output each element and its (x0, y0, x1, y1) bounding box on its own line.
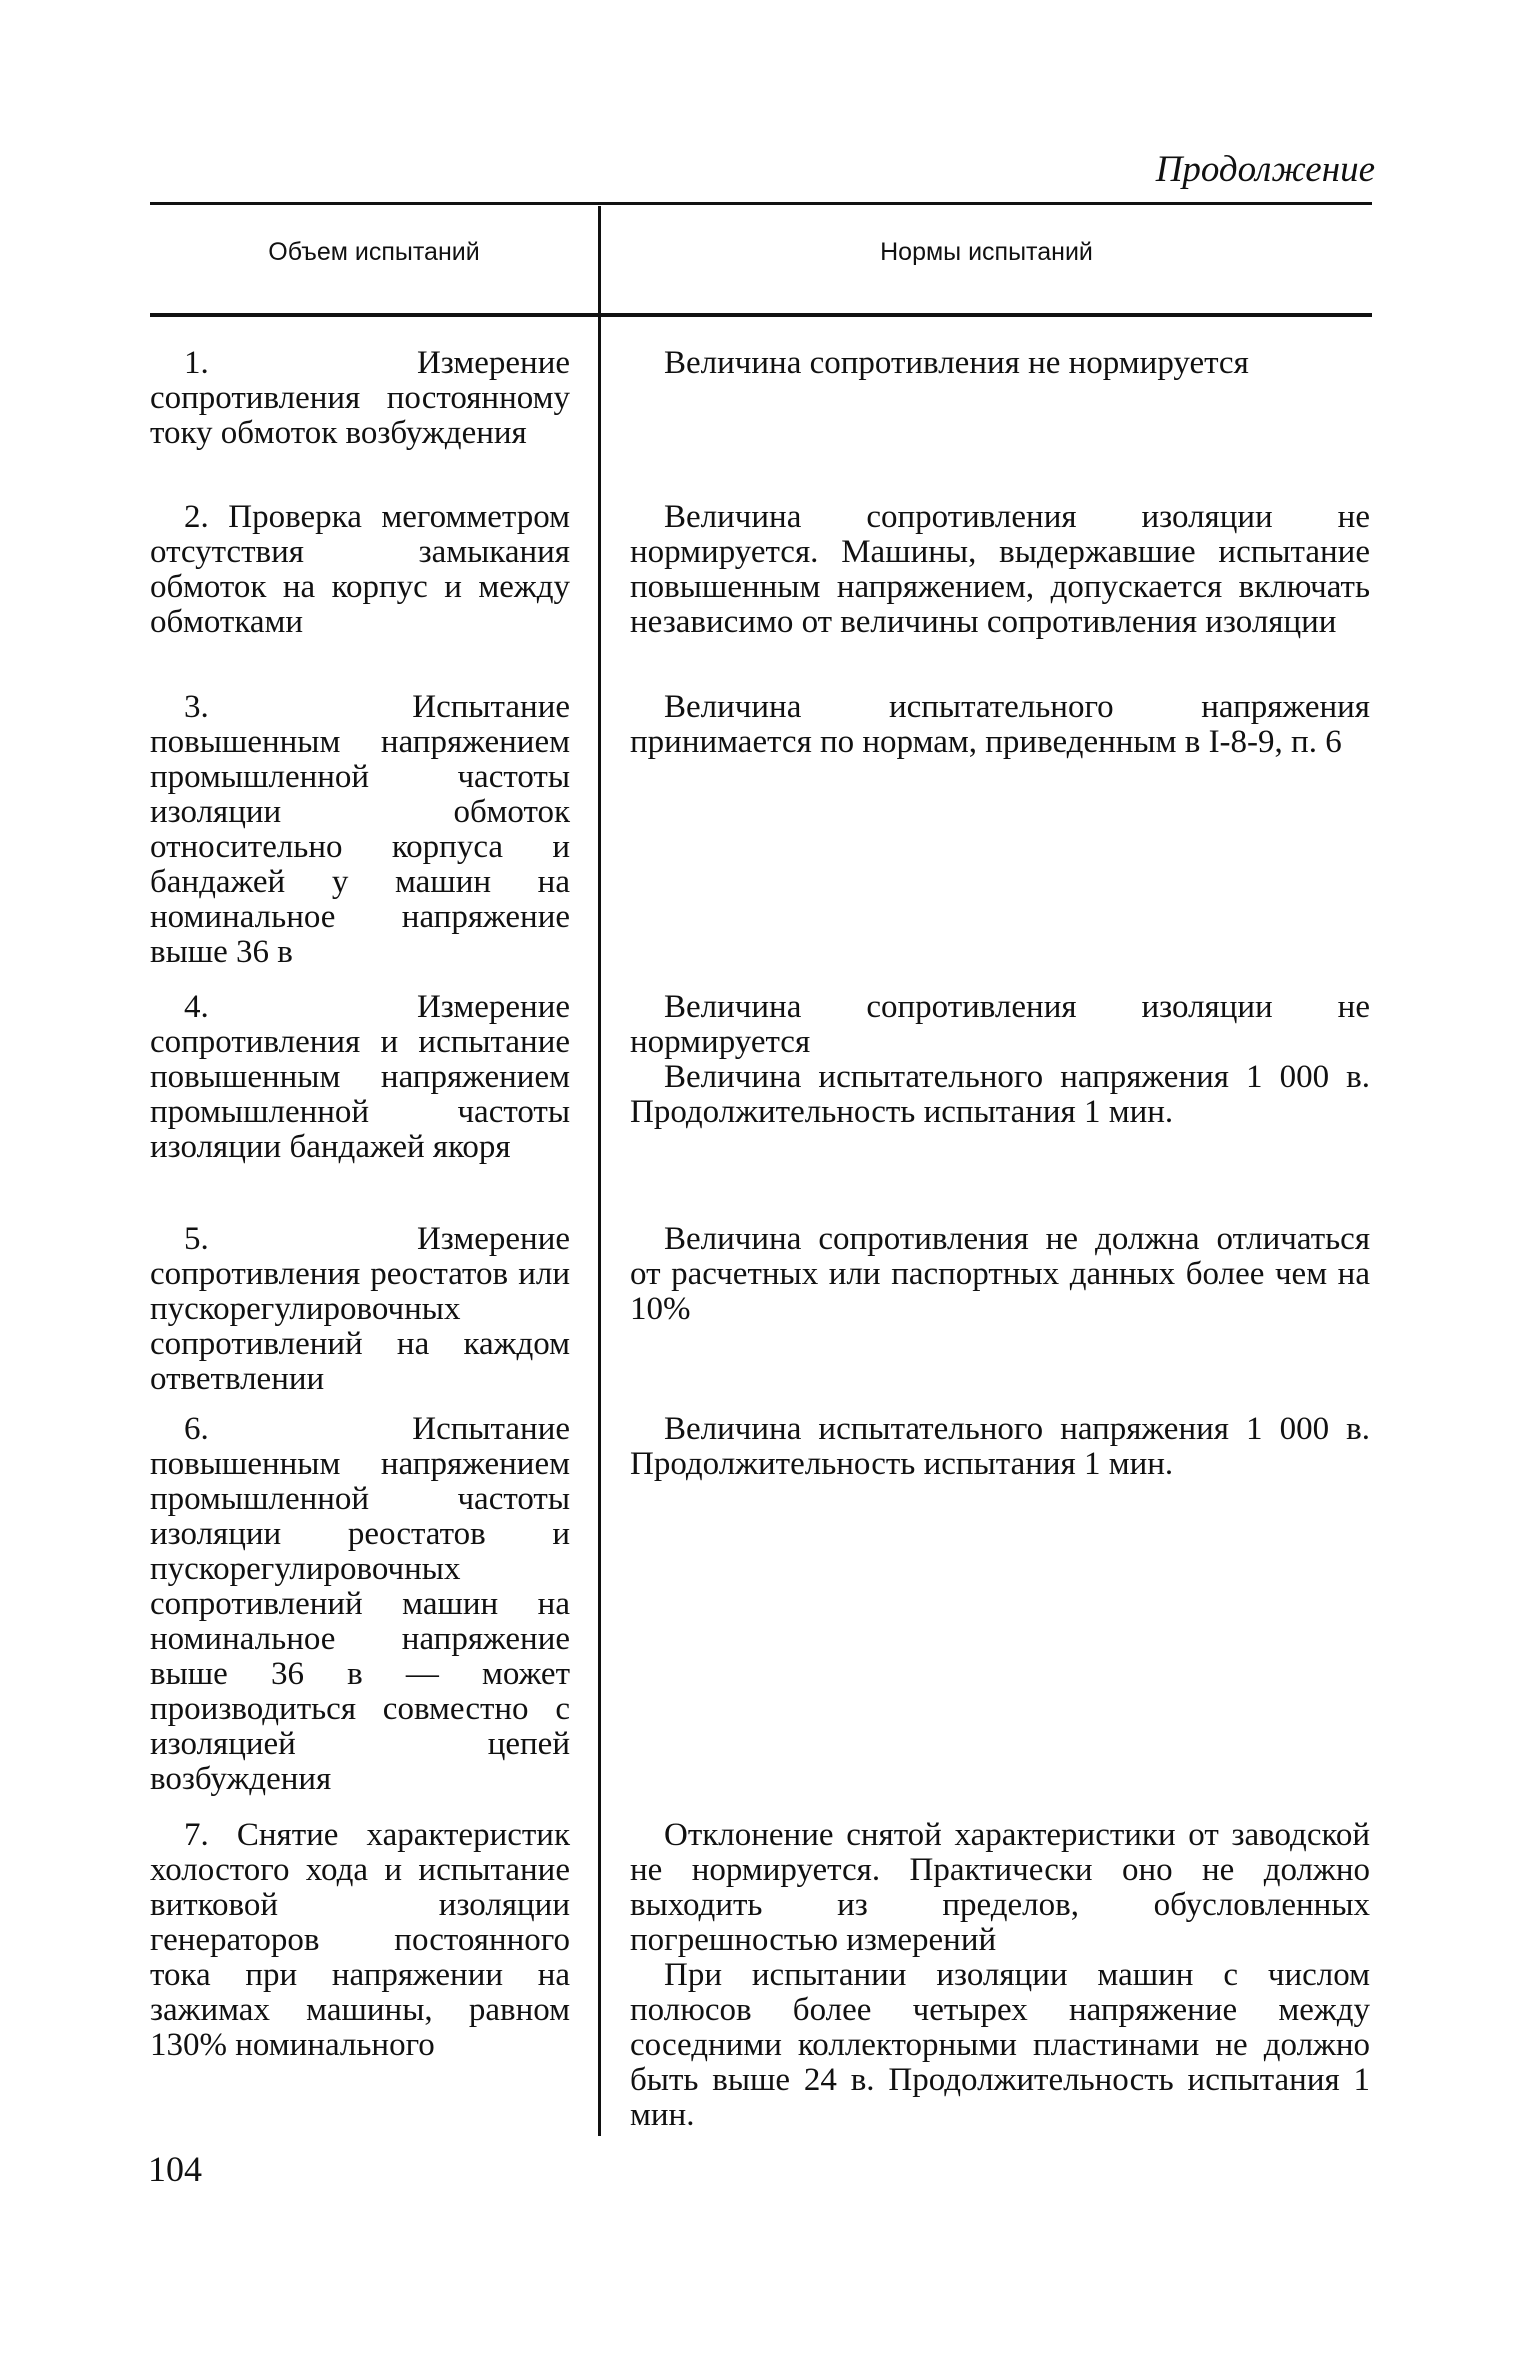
row-6-scope: 6. Испытание повышенным напряжением промышленной частоты изоляции реостатов и пускорегулировочных сопротивлений машин на номинальное напряжение выше 36 в — может производиться совместно с изоляцией цепей возбуждения (150, 1411, 570, 1797)
table-header-rule (150, 313, 1372, 317)
row-7-norms: Отклонение снятой характеристики от заводской не нормируется. Практически оно не должно выходить из пределов, обусловленных погрешностью измерений При испытании изоляции машин с числом полюсов более четырех напряжение между соседними коллекторными пластинами не должно быть выше 24 в. Продолжительность испытания 1 мин. (630, 1817, 1370, 2133)
row-4-scope: 4. Измерение сопротивления и испытание повышенным напряжением промышленной частоты изоляции бандажей якоря (150, 989, 570, 1165)
row-2-norms: Величина сопротивления изоляции не нормируется. Машины, выдержавшие испытание повышенным напряжением, допускается включать независимо от величины сопротивления изоляции (630, 499, 1370, 640)
row-5-scope: 5. Измерение сопротивления реостатов или пускорегулировочных сопротивлений на каждом ответвлении (150, 1221, 570, 1397)
row-2-scope: 2. Проверка мегомметром отсутствия замыкания обмоток на корпус и между обмотками (150, 499, 570, 640)
row-3-scope: 3. Испытание повышенным напряжением промышленной частоты изоляции обмоток относительно корпуса и бандажей у машин на номинальное напряжение выше 36 в (150, 689, 570, 970)
column-header-scope: Объем испытаний (268, 238, 480, 266)
row-4-norms: Величина сопротивления изоляции не нормируется Величина испытательного напряжения 1 000 в. Продолжительность испытания 1 мин. (630, 989, 1370, 1130)
row-3-norms: Величина испытательного напряжения принимается по нормам, приведенным в I-8-9, п. 6 (630, 689, 1370, 760)
row-1-scope: 1. Измерение сопротивления постоянному току обмоток возбуждения (150, 345, 570, 451)
page-number: 104 (148, 2149, 202, 2189)
row-5-norms: Величина сопротивления не должна отличаться от расчетных или паспортных данных более чем на 10% (630, 1221, 1370, 1327)
row-7-scope: 7. Снятие характеристик холостого хода и испытание витковой изоляции генераторов постоянного тока при напряжении на зажимах машины, равном 130% номинального (150, 1817, 570, 2063)
row-6-norms: Величина испытательного напряжения 1 000 в. Продолжительность испытания 1 мин. (630, 1411, 1370, 1482)
continuation-label: Продолжение (1155, 149, 1375, 190)
row-1-norms: Величина сопротивления не нормируется (664, 345, 1249, 381)
table-top-rule (150, 202, 1372, 205)
column-divider (598, 206, 601, 2136)
column-header-norms: Нормы испытаний (880, 238, 1093, 266)
